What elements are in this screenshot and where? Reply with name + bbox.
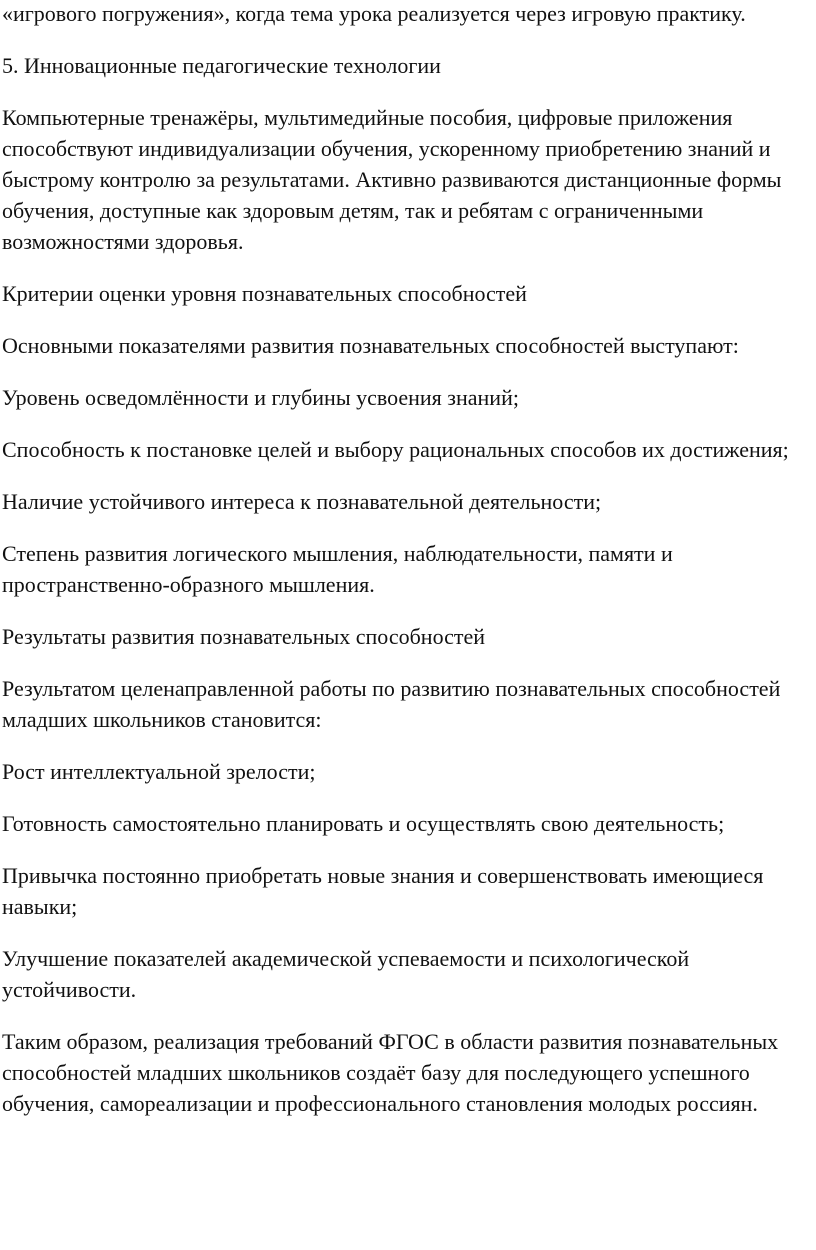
list-item-academic-improvement: Улучшение показателей академической успеваемости и психологической устойчивости. — [2, 946, 690, 1002]
heading-assessment-criteria: Критерии оценки уровня познавательных способностей — [2, 281, 527, 306]
list-item-intellectual-maturity: Рост интеллектуальной зрелости; — [2, 759, 316, 784]
list-item-learning-habit: Привычка постоянно приобретать новые знания и совершенствовать имеющиеся навыки; — [2, 863, 764, 919]
paragraph-result-of-work: Результатом целенаправленной работы по развитию познавательных способностей младших школьников становится: — [2, 676, 781, 732]
heading-innovative-technologies: 5. Инновационные педагогические технологии — [2, 53, 441, 78]
heading-development-results: Результаты развития познавательных способностей — [2, 624, 486, 649]
paragraph-main-indicators: Основными показателями развития познавательных способностей выступают: — [2, 333, 739, 358]
list-item-logical-thinking: Степень развития логического мышления, наблюдательности, памяти и пространственно-образного мышления. — [2, 541, 673, 597]
list-item-goal-setting: Способность к постановке целей и выбору рациональных способов их достижения; — [2, 437, 789, 462]
list-item-self-planning: Готовность самостоятельно планировать и осуществлять свою деятельность; — [2, 811, 725, 836]
paragraph-computer-trainers: Компьютерные тренажёры, мультимедийные пособия, цифровые приложения способствуют индивидуализации обучения, ускоренному приобретению знаний и быстрому контролю за результатами. Активно развиваются дистанционные формы обучения, доступные как здоровым детям, так и ребятам с ограниченными возможностями здоровья. — [2, 105, 782, 254]
list-item-knowledge-level: Уровень осведомлённости и глубины усвоения знаний; — [2, 385, 519, 410]
list-item-sustained-interest: Наличие устойчивого интереса к познавательной деятельности; — [2, 489, 602, 514]
paragraph-conclusion: Таким образом, реализация требований ФГОС в области развития познавательных способностей младших школьников создаёт базу для последующего успешного обучения, самореализации и профессионального становления молодых россиян. — [2, 1029, 779, 1116]
paragraph-game-immersion: «игрового погружения», когда тема урока реализуется через игровую практику. — [2, 1, 746, 26]
document-body — [2, 0, 816, 1140]
